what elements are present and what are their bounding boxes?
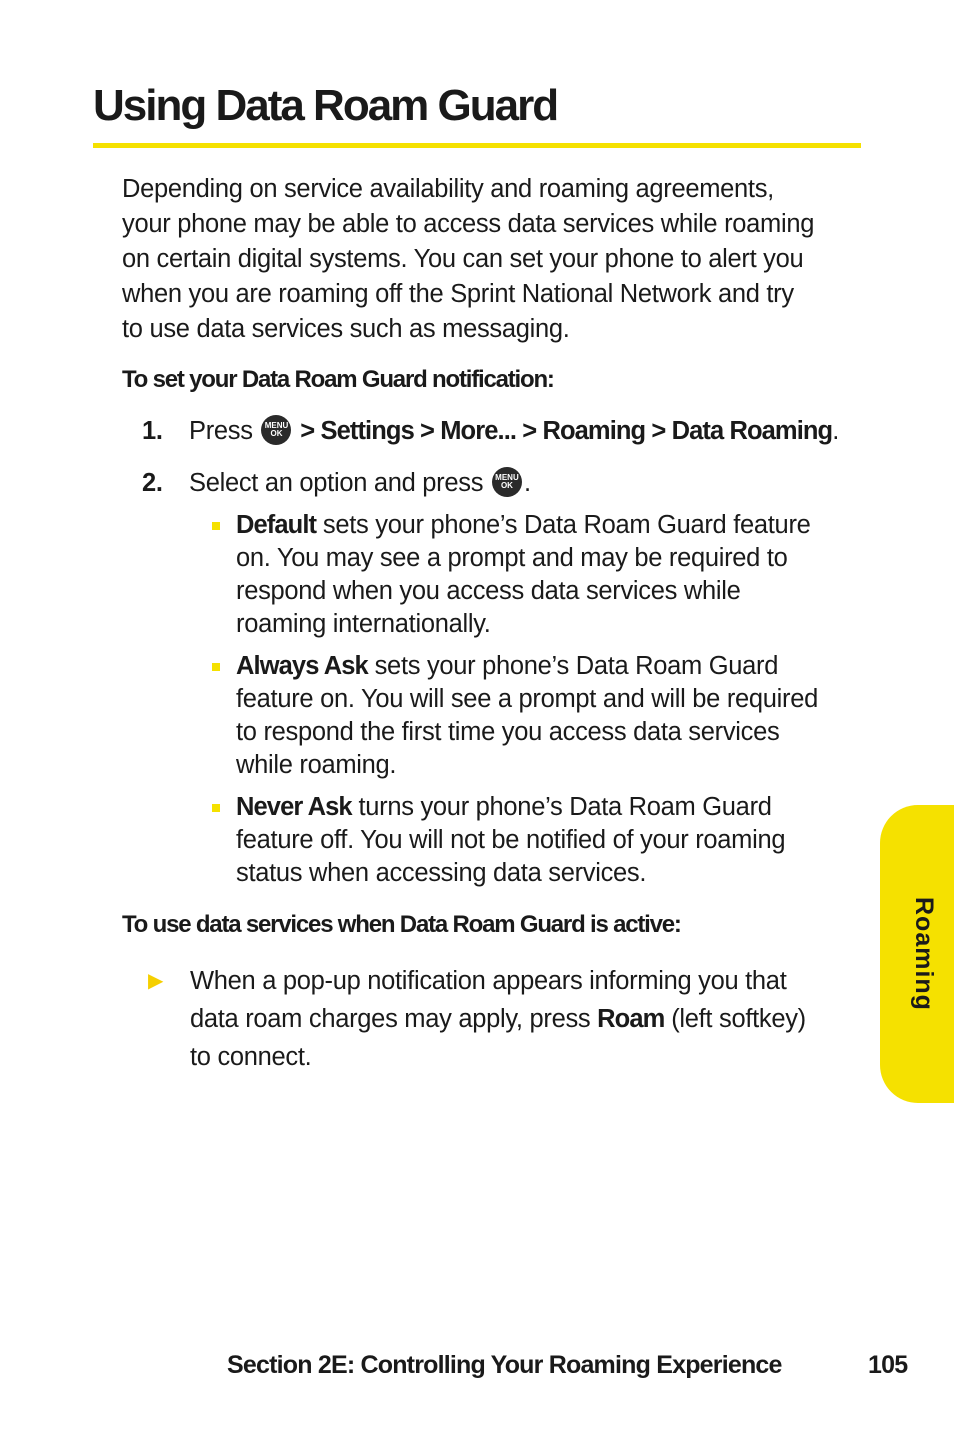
bullet-text <box>190 962 870 1076</box>
step-number: 2. <box>142 469 163 497</box>
key-label-bottom: OK <box>500 481 513 490</box>
intro-line: your phone may be able to access data services while roaming <box>122 210 815 238</box>
option-line: sets your phone’s Data Roam Guard feature <box>322 511 811 539</box>
title-underline <box>93 143 861 148</box>
step-text <box>189 415 839 447</box>
option-line: feature on. You will see a prompt and will be required <box>236 685 819 713</box>
intro-line: Depending on service availability and roaming agreements, <box>122 175 774 203</box>
key-label-top: MENU <box>495 473 519 482</box>
option-text <box>236 650 866 782</box>
option-name: Always Ask <box>236 652 368 680</box>
bullet-line: (left softkey) <box>671 1005 806 1033</box>
option-text <box>236 791 866 890</box>
option-line: while roaming. <box>236 751 397 779</box>
square-bullet-icon <box>212 663 220 671</box>
step-number: 1. <box>142 417 163 445</box>
square-bullet-icon <box>212 804 220 812</box>
intro-paragraph <box>122 172 867 347</box>
use-data-services-heading: To use data services when Data Roam Guard is active: <box>122 911 681 938</box>
option-line: status when accessing data services. <box>236 859 647 887</box>
option-line: roaming internationally. <box>236 610 491 638</box>
key-label-bottom: OK <box>270 429 283 438</box>
option-line: turns your phone’s Data Roam Guard <box>358 793 772 821</box>
intro-line: to use data services such as messaging. <box>122 315 570 343</box>
triangle-bullet-icon: ▶ <box>148 970 164 992</box>
option-line: on. You may see a prompt and may be required to <box>236 544 788 572</box>
page-title: Using Data Roam Guard <box>93 81 558 130</box>
option-line: respond when you access data services while <box>236 577 741 605</box>
option-name: Default <box>236 511 317 539</box>
set-notification-heading: To set your Data Roam Guard notification: <box>122 366 554 393</box>
bullet-line: When a pop-up notification appears informing you that <box>190 967 787 995</box>
step-text <box>189 467 531 499</box>
option-text <box>236 509 866 641</box>
section-side-tab-label: Roaming <box>910 897 938 1011</box>
intro-line: when you are roaming off the Sprint National Network and try <box>122 280 794 308</box>
menu-path: > Settings > More... > Roaming > Data Roaming <box>300 417 833 445</box>
option-line: to respond the first time you access data services <box>236 718 780 746</box>
key-label-top: MENU <box>264 421 289 430</box>
bullet-line: data roam charges may apply, press <box>190 1005 591 1033</box>
roam-softkey-label: Roam <box>597 1005 665 1033</box>
step-end: . <box>832 417 840 445</box>
menu-ok-key-icon <box>261 415 291 445</box>
option-name: Never Ask <box>236 793 352 821</box>
page-number: 105 <box>868 1351 908 1379</box>
press-label: Press <box>189 417 253 445</box>
step-2-label: Select an option and press <box>189 469 484 497</box>
option-line: sets your phone’s Data Roam Guard <box>374 652 779 680</box>
menu-ok-key-icon <box>492 467 522 497</box>
step-end: . <box>523 469 531 497</box>
footer-section-title: Section 2E: Controlling Your Roaming Experience <box>227 1351 782 1379</box>
option-line: feature off. You will not be notified of your roaming <box>236 826 786 854</box>
bullet-line: to connect. <box>190 1043 312 1071</box>
intro-line: on certain digital systems. You can set your phone to alert you <box>122 245 804 273</box>
square-bullet-icon <box>212 522 220 530</box>
